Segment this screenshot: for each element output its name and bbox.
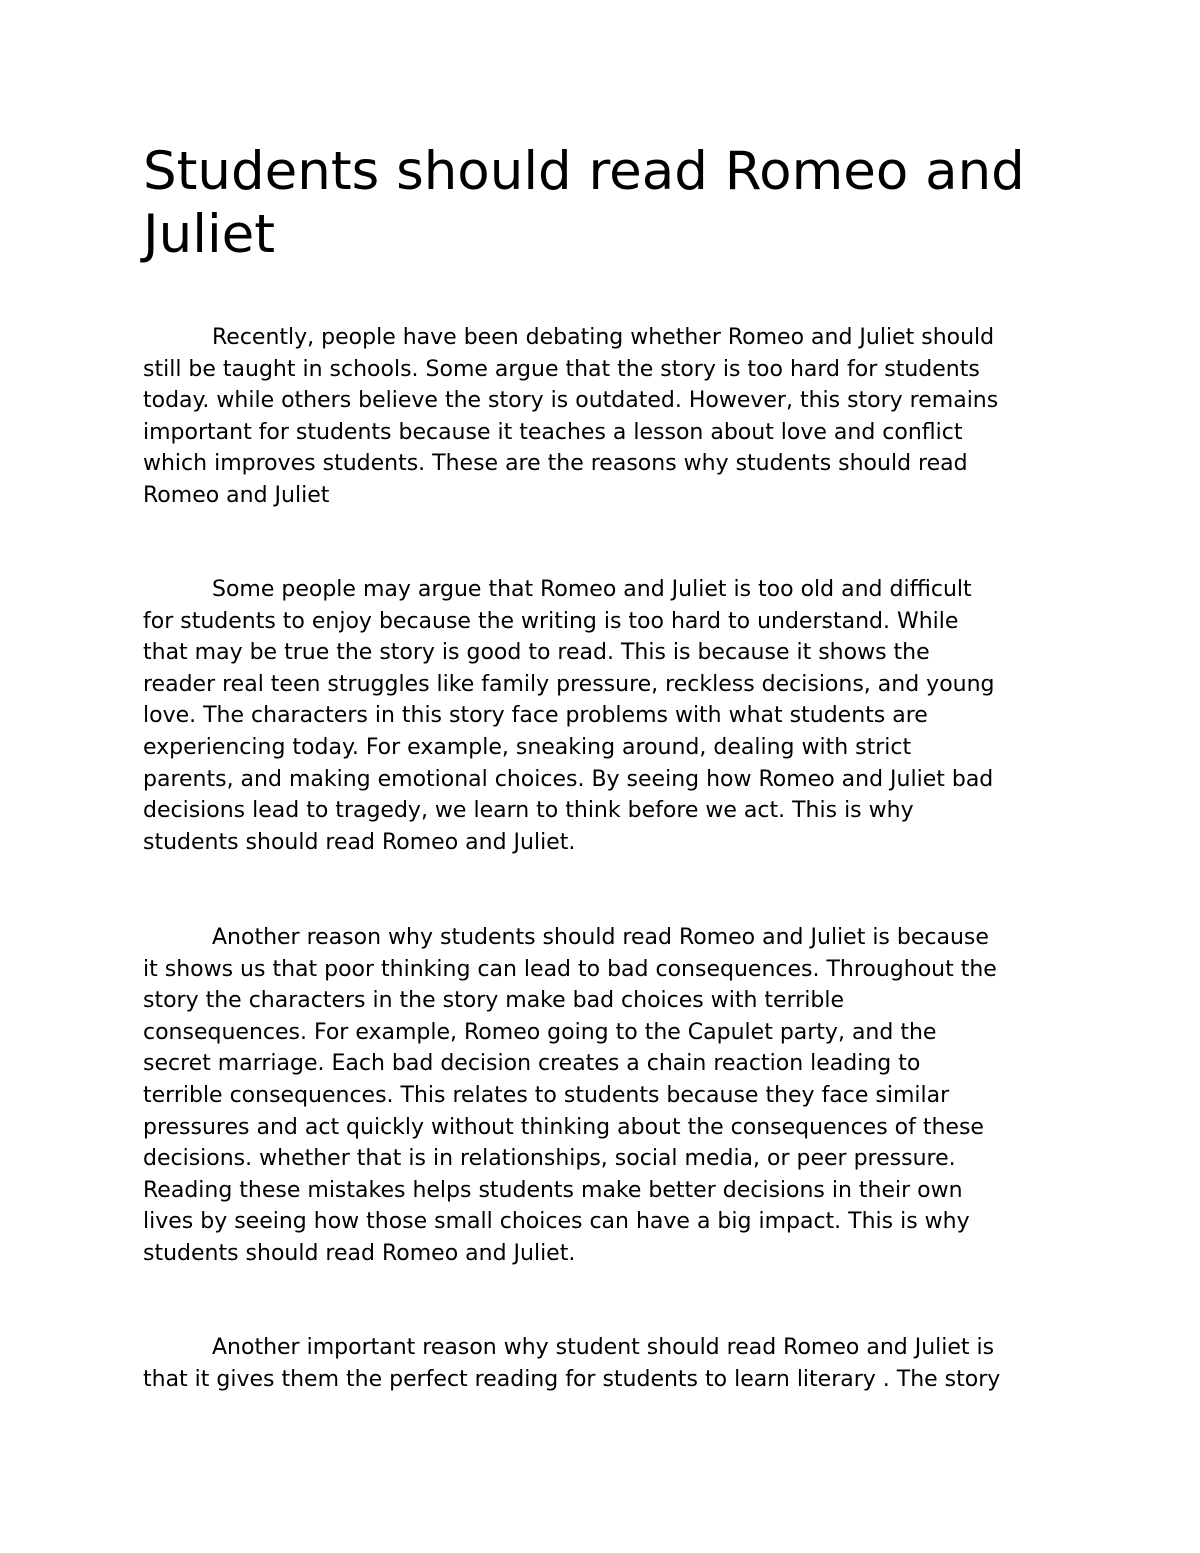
paragraph-line: Another important reason why student should read Romeo and Juliet is	[212, 1335, 995, 1360]
paragraph-line: reader real teen struggles like family pressure, reckless decisions, and young	[143, 671, 995, 697]
paragraph-line: Some people may argue that Romeo and Juliet is too old and difficult	[212, 577, 972, 602]
paragraph-line: important for students because it teaches a lesson about love and conflict	[143, 419, 963, 445]
paragraph-line: that it gives them the perfect reading for students to learn literary . The story	[143, 1366, 1001, 1392]
paragraph-line: pressures and act quickly without thinking about the consequences of these	[143, 1114, 984, 1140]
paragraph-line: that may be true the story is good to read. This is because it shows the	[143, 640, 930, 666]
title-line: Juliet	[143, 204, 276, 265]
paragraph-literary	[143, 1332, 1073, 1395]
paragraph-line: Reading these mistakes helps students make better decisions in their own	[143, 1177, 963, 1203]
paragraph-line: parents, and making emotional choices. By seeing how Romeo and Juliet bad	[143, 766, 994, 792]
paragraph-line: still be taught in schools. Some argue that the story is too hard for students	[143, 356, 980, 382]
paragraph-line: students should read Romeo and Juliet.	[143, 829, 576, 855]
paragraph-line: Recently, people have been debating whether Romeo and Juliet should	[212, 325, 995, 350]
paragraph-line: which improves students. These are the reasons why students should read	[143, 451, 968, 477]
title-line: Students should read Romeo and	[143, 141, 1025, 202]
paragraph-line: love. The characters in this story face problems with what students are	[143, 703, 928, 729]
paragraph-line: secret marriage. Each bad decision creates a chain reaction leading to	[143, 1051, 921, 1077]
paragraph-line: today. while others believe the story is outdated. However, this story remains	[143, 388, 999, 414]
paragraph-line: story the characters in the story make bad choices with terrible	[143, 988, 845, 1014]
paragraph-line: experiencing today. For example, sneaking around, dealing with strict	[143, 734, 912, 760]
paragraph-line: decisions lead to tragedy, we learn to think before we act. This is why	[143, 798, 914, 824]
paragraph-line: lives by seeing how those small choices can have a big impact. This is why	[143, 1209, 970, 1235]
paragraph-consequences	[143, 922, 1073, 1270]
document-title	[143, 140, 1083, 266]
paragraph-line: decisions. whether that is in relationships, social media, or peer pressure.	[143, 1146, 956, 1172]
paragraph-counterargument	[143, 574, 1073, 858]
paragraph-line: it shows us that poor thinking can lead to bad consequences. Throughout the	[143, 956, 997, 982]
paragraph-line: consequences. For example, Romeo going to the Capulet party, and the	[143, 1019, 937, 1045]
paragraph-line: terrible consequences. This relates to students because they face similar	[143, 1082, 950, 1108]
paragraph-line: Romeo and Juliet	[143, 482, 330, 508]
paragraph-line: for students to enjoy because the writing is too hard to understand. While	[143, 608, 959, 634]
paragraph-line: Another reason why students should read Romeo and Juliet is because	[212, 925, 989, 950]
paragraph-intro	[143, 322, 1073, 512]
paragraph-line: students should read Romeo and Juliet.	[143, 1240, 576, 1266]
